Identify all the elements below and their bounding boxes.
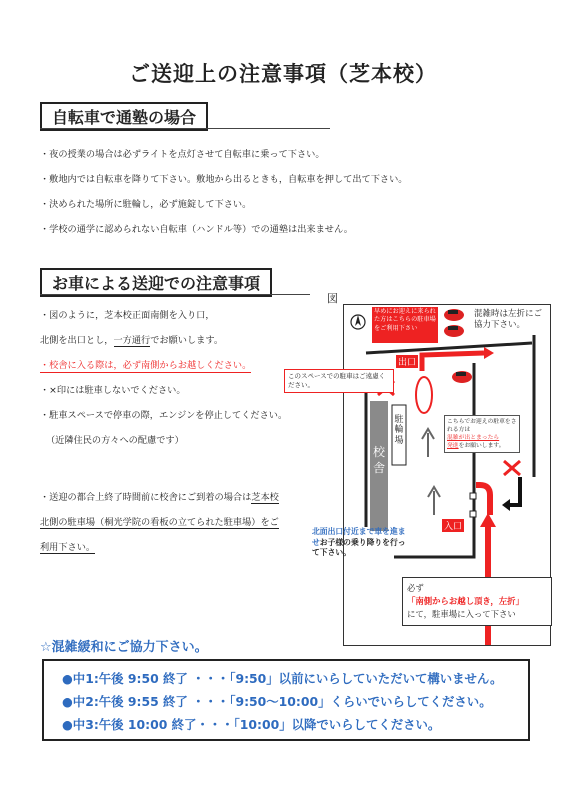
entrance-label: 入口	[442, 519, 464, 532]
car-line-2-post: でお願いします。	[150, 335, 224, 346]
car-line-6: （近隣住民の方々への配慮です）	[46, 435, 184, 446]
car-line-7-pre: ・送迎の都合上終了時間前に校舎にご到着の場合は	[40, 492, 252, 503]
entrance-turn	[476, 485, 490, 515]
bicycle-line-4: ・学校の通学に認められない自転車（ハンドル等）での通塾は出来ません。	[40, 224, 353, 235]
schedule-row-1: ●中1:午後 9:50 終了 ・・・「9:50」以前にいらしていただいて構いません。	[62, 671, 503, 686]
car-line-8	[40, 514, 279, 528]
post-marker-1	[470, 493, 476, 499]
car-icon-1	[444, 309, 464, 321]
car-line-7-ul: 芝本校	[251, 492, 279, 503]
car-line-5: ・駐車スペースで停車の際，エンジンを停止してください。	[40, 410, 288, 421]
must-note-2: 「南側からお越し頂き，左折」	[407, 596, 524, 607]
car-line-2	[40, 332, 223, 346]
car-line-9	[40, 539, 95, 553]
north-exit-black: お子様の乗り降りを行って下さい。	[312, 537, 406, 558]
schedule-box	[42, 659, 530, 741]
schedule-row-2: ●中2:午後 9:55 終了 ・・・「9:50～10:00」くらいでいらしてください。	[62, 694, 492, 709]
wait-note-1: こちらでお迎えの駐車をされる方は	[447, 419, 517, 434]
car-line-3	[40, 357, 251, 371]
car-heading-rule	[40, 294, 310, 295]
north-exit-blue: 北面出口付近まで車を進ませ	[312, 527, 406, 547]
wait-note	[444, 415, 520, 453]
wait-note-2: 混雑が出とまったら	[447, 435, 500, 442]
bicycle-heading: 自転車で通塾の場合	[40, 102, 208, 131]
car-line-4: ・×印には駐車しないでください。	[40, 385, 186, 396]
must-note-1: 必ず	[407, 583, 424, 593]
wait-note-3: 発進	[447, 443, 459, 450]
north-exit-note	[312, 527, 412, 559]
map-frame	[288, 304, 551, 646]
wait-note-4: をお願いします。	[458, 443, 505, 450]
exit-label: 出口	[396, 355, 418, 368]
early-pickup-note: 早めにお迎えに来られた方はこちらの駐車場をご利用下さい	[372, 307, 438, 343]
post-marker-2	[470, 511, 476, 517]
bicycle-line-1: ・夜の授業の場合は必ずライトを点灯させて自転車に乗って下さい。	[40, 149, 325, 160]
car-line-7	[40, 489, 279, 503]
must-note	[402, 577, 552, 626]
car-icon-3	[452, 371, 472, 383]
schedule-row-3: ●中3:午後 10:00 終了・・・「10:00」以降でいらしてください。	[62, 717, 441, 732]
guide-arrow-up-icon	[422, 429, 434, 457]
north-icon	[351, 315, 365, 329]
north-road-line	[366, 343, 532, 353]
no-parking-x-2	[504, 461, 520, 475]
figure-label: 図	[327, 292, 338, 305]
car-line-8-text: 北側の駐車場（桐光学院の看板の立てられた駐車場）をご	[40, 517, 279, 528]
car-line-2-pre: 北側を出口とし，	[40, 335, 114, 346]
bicycle-line-3: ・決められた場所に駐輪し，必ず施錠して下さい。	[40, 199, 252, 210]
car-icon-2	[444, 325, 464, 337]
guide-arrow-up-2-icon	[428, 487, 440, 515]
entrance-arrowhead	[480, 513, 496, 527]
exit-arrowhead	[484, 347, 494, 359]
crowd-note: 混雑時は左折にご協力下さい。	[474, 309, 543, 331]
car-line-9-text: 利用下さい。	[40, 542, 96, 553]
bicycle-heading-rule	[40, 128, 330, 129]
south-entry-warning: ・校舎に入る際は，必ず南側からお越しください。	[40, 360, 252, 371]
no-parking-oval	[416, 377, 432, 413]
car-heading: お車による送迎での注意事項	[40, 268, 272, 297]
bicycle-line-2: ・敷地内では自転車を降りて下さい。敷地から出るときも，自転車を押して出て下さい。	[40, 174, 408, 185]
school-label: 校舎	[372, 445, 385, 475]
no-parking-note: このスペースでの駐車はご遠慮ください。	[284, 369, 394, 393]
cooperation-heading: ☆混雑緩和にご協力下さい。	[40, 640, 208, 655]
must-note-3: にて，駐車場に入って下さい	[407, 609, 516, 620]
bike-lot-label: 駐輪場	[394, 415, 404, 446]
one-way-text: 一方通行	[113, 335, 151, 346]
car-line-1: ・図のように，芝本校正面南側を入り口，	[40, 310, 215, 321]
page-title: ご送迎上の注意事項（芝本校）	[129, 62, 437, 86]
